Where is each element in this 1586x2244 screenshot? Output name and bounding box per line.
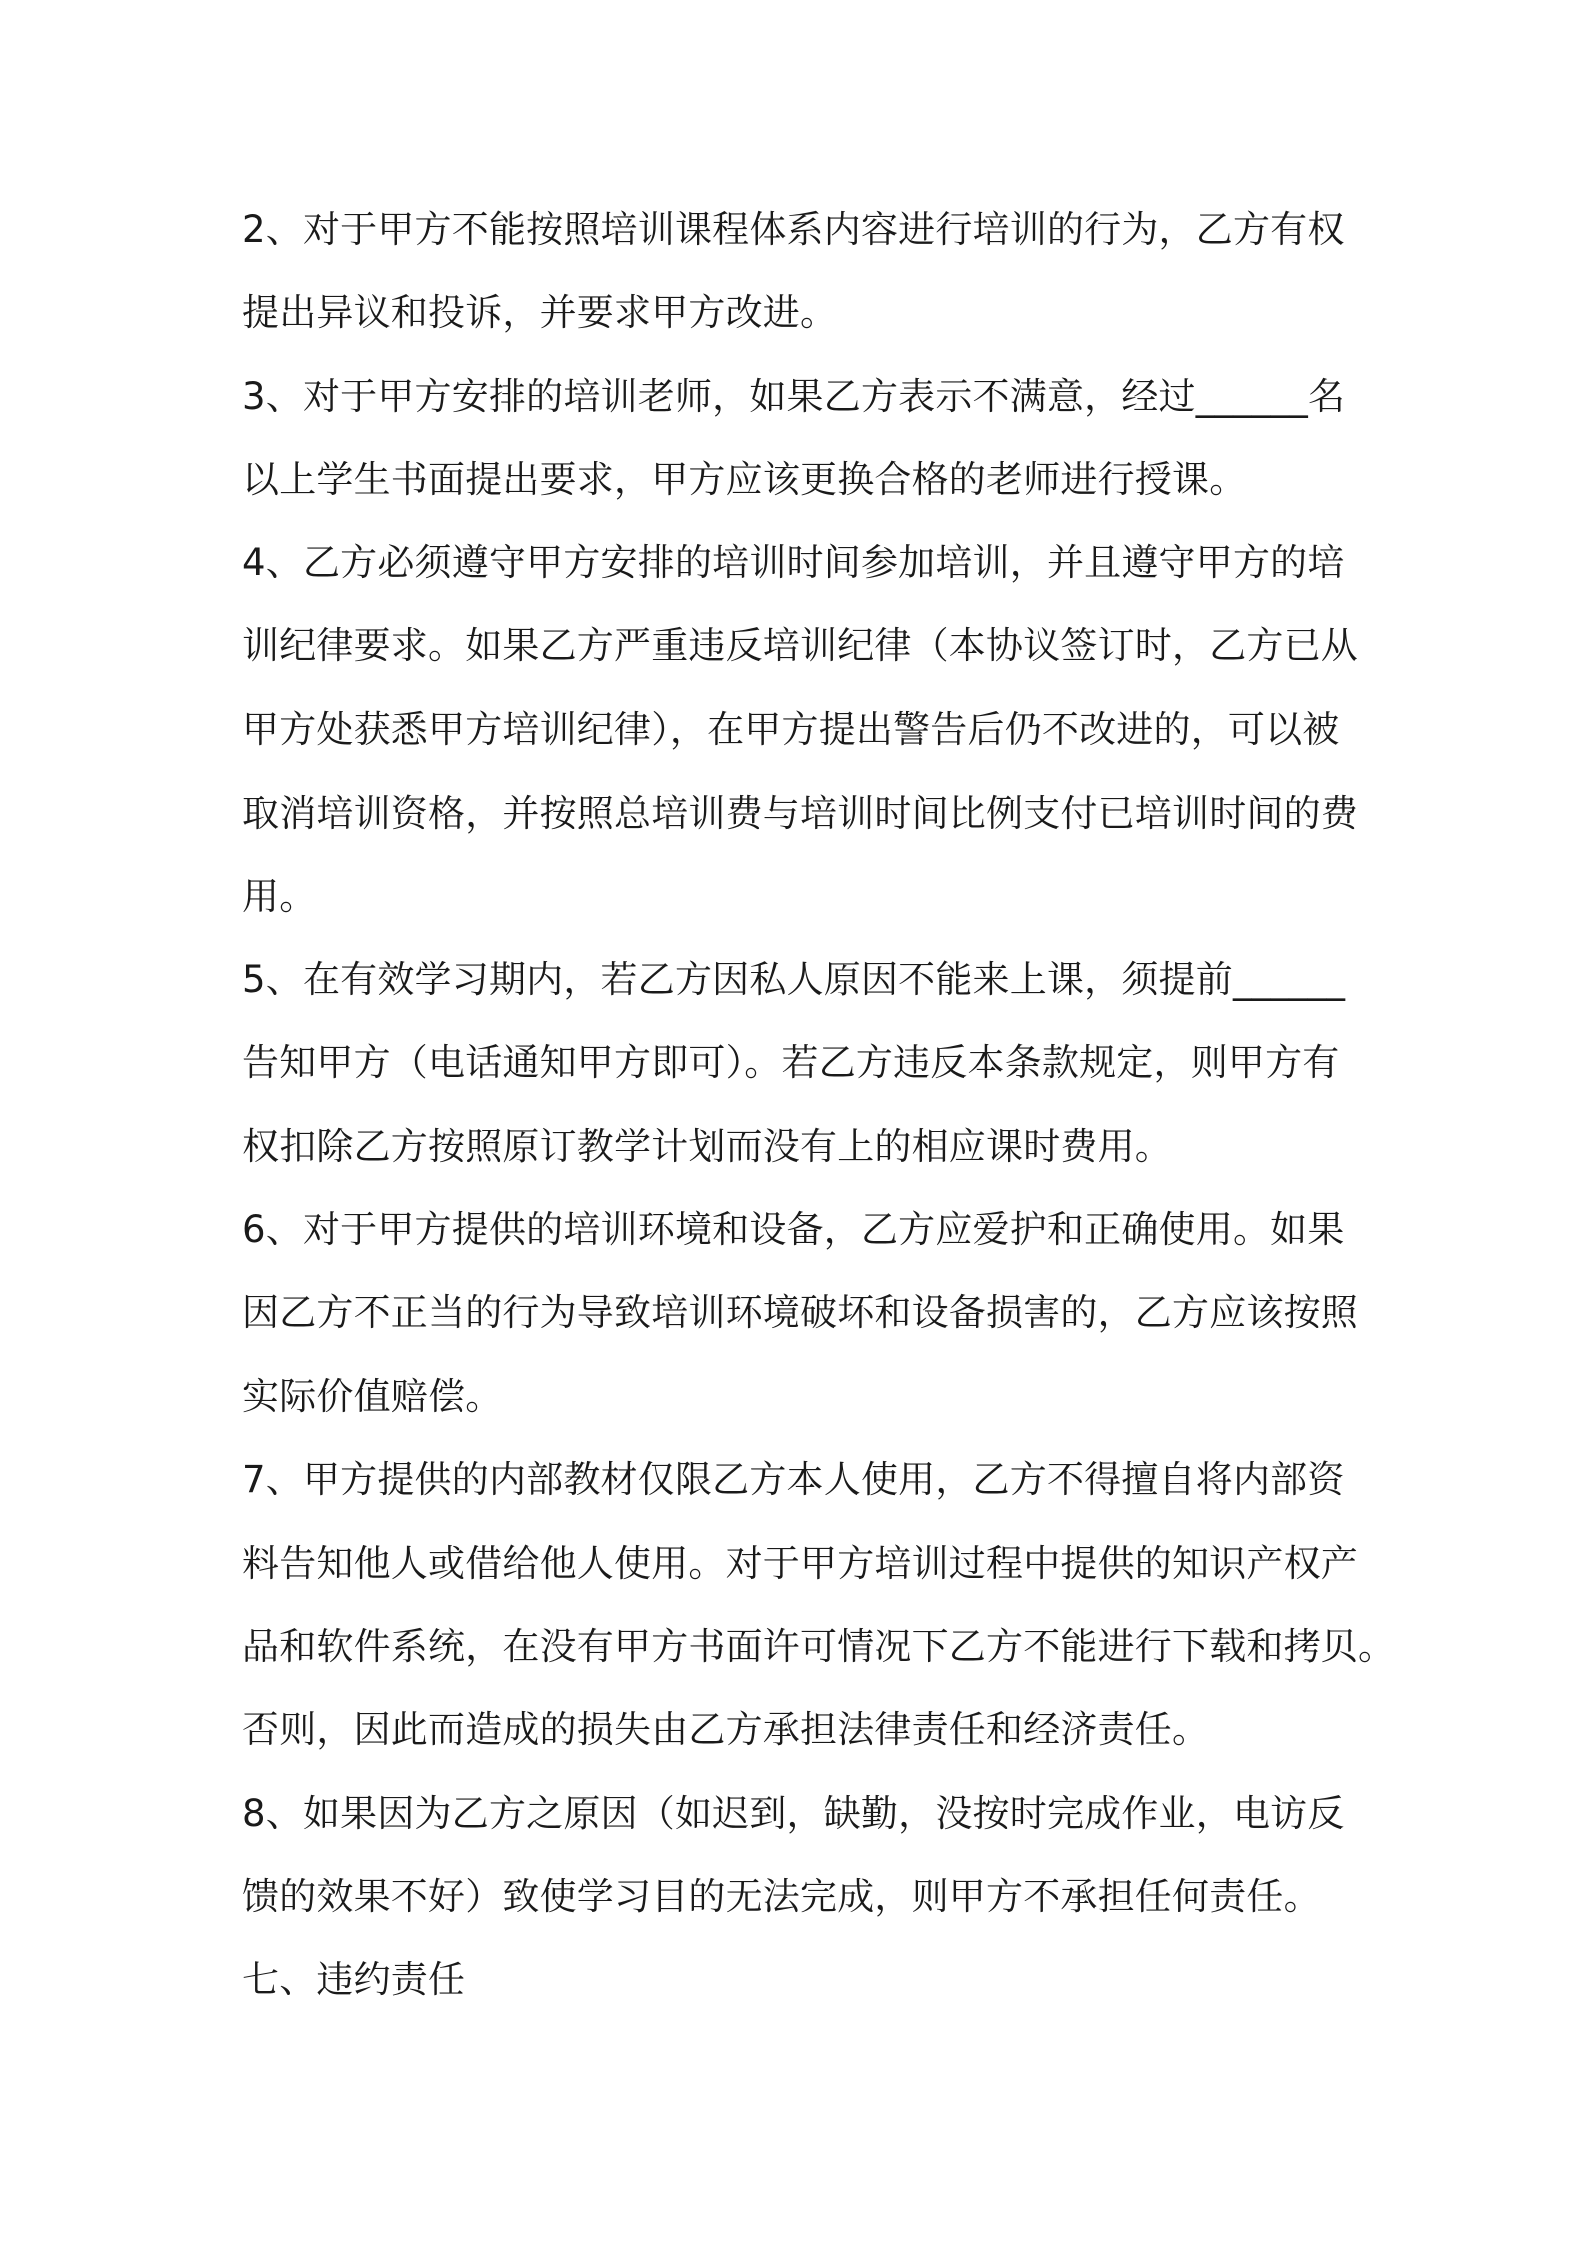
text-line: 权扣除乙方按照原订教学计划而没有上的相应课时费用。	[242, 1125, 1172, 1168]
text-line: 训纪律要求。如果乙方严重违反培训纪律（本协议签订时，乙方已从	[242, 624, 1358, 667]
text-line: 否则，因此而造成的损失由乙方承担法律责任和经济责任。	[242, 1708, 1210, 1751]
text-line: 用。	[242, 875, 317, 918]
text-line: 因乙方不正当的行为导致培训环境破坏和设备损害的，乙方应该按照	[242, 1291, 1358, 1334]
text-line: 馈的效果不好）致使学习目的无法完成，则甲方不承担任何责任。	[242, 1875, 1321, 1918]
text-line: 以上学生书面提出要求，甲方应该更换合格的老师进行授课。	[242, 458, 1247, 501]
text-line: 5、在有效学习期内，若乙方因私人原因不能来上课，须提前______	[242, 958, 1346, 1001]
text-line: 3、对于甲方安排的培训老师，如果乙方表示不满意，经过______名	[242, 375, 1346, 418]
text-line: 提出异议和投诉，并要求甲方改进。	[242, 291, 838, 334]
text-line: 实际价值赔偿。	[242, 1375, 503, 1418]
text-line: 2、对于甲方不能按照培训课程体系内容进行培训的行为，乙方有权	[242, 208, 1345, 251]
text-line: 8、如果因为乙方之原因（如迟到，缺勤，没按时完成作业，电访反	[242, 1792, 1345, 1835]
text-line: 6、对于甲方提供的培训环境和设备，乙方应爱护和正确使用。如果	[242, 1208, 1345, 1251]
text-line: 取消培训资格，并按照总培训费与培训时间比例支付已培训时间的费	[242, 792, 1358, 835]
text-line: 告知甲方（电话通知甲方即可）。若乙方违反本条款规定，则甲方有	[242, 1041, 1340, 1084]
text-line: 7、甲方提供的内部教材仅限乙方本人使用，乙方不得擅自将内部资	[242, 1458, 1345, 1501]
section-heading: 七、违约责任	[242, 1958, 466, 2001]
text-line: 品和软件系统，在没有甲方书面许可情况下乙方不能进行下载和拷贝。	[242, 1625, 1396, 1668]
text-line: 甲方处获悉甲方培训纪律），在甲方提出警告后仍不改进的，可以被	[242, 708, 1340, 751]
text-line: 4、乙方必须遵守甲方安排的培训时间参加培训，并且遵守甲方的培	[242, 541, 1345, 584]
text-line: 料告知他人或借给他人使用。对于甲方培训过程中提供的知识产权产	[242, 1542, 1358, 1585]
